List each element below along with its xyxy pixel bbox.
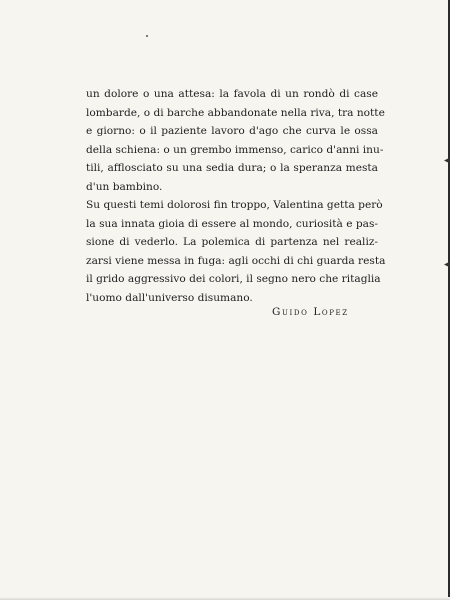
edge-marker	[444, 262, 449, 267]
text-line: d'un bambino.	[86, 180, 163, 193]
author-signature: Guido Lopez	[272, 306, 349, 318]
text-line: l'uomo dall'universo disumano.	[86, 291, 253, 304]
text-line: della schiena: o un grembo immenso, carico d'anni inu-	[86, 143, 384, 156]
text-line: tili, afflosciato su una sedia dura; o la speranza mesta	[86, 162, 378, 174]
paragraph-1	[86, 85, 385, 196]
print-speck	[146, 35, 148, 37]
text-line: un dolore o una attesa: la favola di un rondò di case	[86, 88, 378, 100]
text-line: la sua innata gioia di essere al mondo, curiosità e pas-	[86, 217, 378, 230]
text-line: Su questi temi dolorosi fin troppo, Valentina getta però	[86, 199, 383, 211]
text-line: sione di vederlo. La polemica di partenza nel realiz-	[86, 236, 378, 248]
text-line: e giorno: o il paziente lavoro d'ago che curva le ossa	[86, 125, 378, 137]
paragraph-2	[86, 196, 386, 307]
body-text	[86, 85, 386, 307]
text-line: lombarde, o di barche abbandonate nella riva, tra notte	[86, 106, 385, 119]
text-line: il grido aggressivo dei colori, il segno nero che ritaglia	[86, 273, 381, 285]
text-line: zarsi viene messa in fuga: agli occhi di chi guarda resta	[86, 254, 386, 267]
edge-marker	[444, 158, 449, 163]
